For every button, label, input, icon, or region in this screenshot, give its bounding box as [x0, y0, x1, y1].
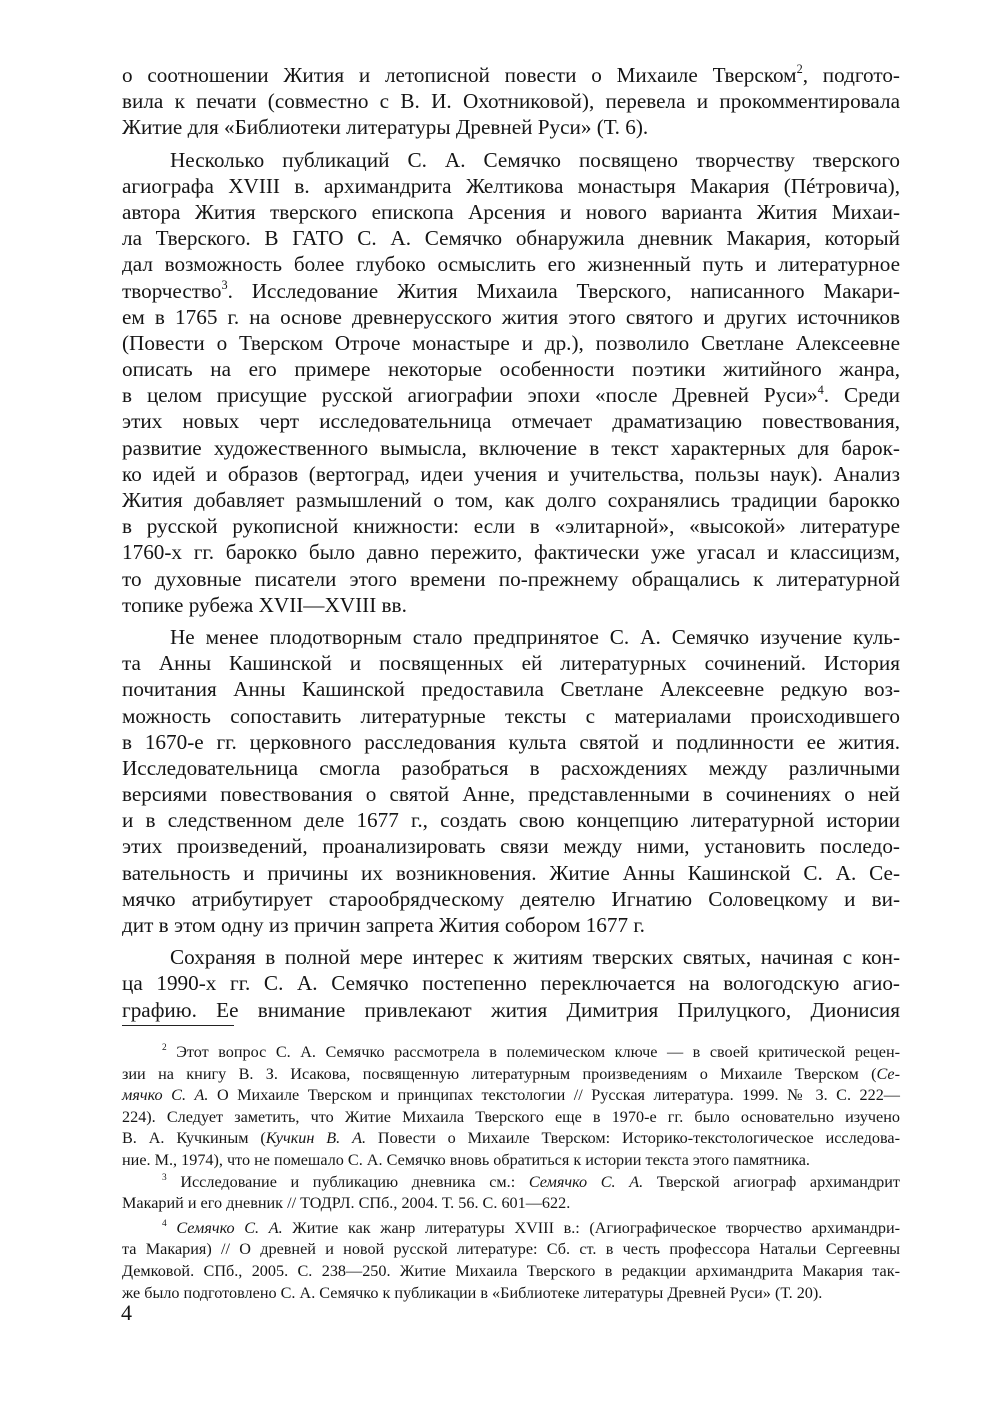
text-line: этих новых черт исследовательница отмечает драматизацию повествования, — [122, 409, 900, 434]
footnote-mark: 4 — [162, 1218, 167, 1229]
text-line: агиографа XVIII в. архимандрита Желтикова монастыря Макария (Пéтровича), — [122, 173, 900, 198]
text-line: ца 1990-х гг. С. А. Семячко постепенно переключается на вологодскую агио- — [122, 971, 900, 996]
text-line: в целом присущие русской агиографии эпохи «после Древней Руси»$^4$. Среди — [122, 382, 900, 408]
footnote-line: та Макария) // О древней и новой русской литературе: Сб. ст. в честь профессора Натальи Сергеевны — [122, 1240, 900, 1259]
footnote-mark: 3 — [162, 1172, 167, 1183]
footnote-line: $^3$ Исследование и публикацию дневника см.: Семячко С. А. Тверской агиограф архимандрит — [162, 1172, 900, 1191]
text-line: описать на его примере некоторые особенности поэтики житийного жанра, — [122, 357, 900, 382]
text-line: (Повести о Тверском Отроче монастыре и др.), позволило Светлане Алексеевне — [122, 330, 900, 355]
text-line: ла Тверского. В ГАТО С. А. Семячко обнаружила дневник Макария, который — [122, 226, 900, 251]
footnotes — [122, 1042, 900, 1304]
text-line: графию. Ее внимание привлекают жития Димитрия Прилуцкого, Дионисия — [122, 997, 900, 1022]
footnote-line: мячко С. А. О Михаиле Тверском и принципах текстологии // Русская литература. 1999. № 3. С. 222— — [122, 1086, 900, 1105]
text-line: можность сопоставить литературные тексты с материалами происходившего — [122, 703, 900, 728]
text-line: развитие художественного вымысла, включение в текст характерных для барок- — [122, 435, 900, 460]
text-line: версиями повествования о святой Анне, представленными в сочинениях о ней — [122, 782, 900, 807]
main-text — [122, 62, 900, 1023]
text-line: этих произведений, проанализировать связи между ними, установить последо- — [122, 834, 900, 859]
footnote-line: зии на книгу В. З. Исакова, посвященную литературным произведениям о Михаиле Тверском (Се- — [122, 1064, 900, 1083]
text-line: вательность и причины их возникновения. Житие Анны Кашинской С. А. Се- — [122, 860, 900, 885]
text-line: дит в этом одну из причин запрета Жития собором 1677 г. — [122, 913, 645, 937]
text-line: почитания Анны Кашинской предоставила Светлане Алексеевне редкую воз- — [122, 677, 900, 702]
text-line: и в следственном деле 1677 г., создать свою концепцию литературной истории — [122, 808, 900, 833]
footnote-line: ние. М., 1974), что не помешало С. А. Семячко вновь обратиться к истории текста этого памятника. — [122, 1150, 810, 1169]
footnote-line: $^4$ Семячко С. А. Житие как жанр литературы XVIII в.: (Агиографическое творчество архимандри- — [162, 1218, 900, 1237]
paragraph-1 — [122, 62, 900, 141]
text-line: в русской рукописной книжности: если в «элитарной», «высокой» литературе — [122, 514, 900, 539]
footnote-line: Демковой. СПб., 2005. С. 238—250. Житие Михаила Тверского в редакции архимандрита Макария так- — [122, 1261, 900, 1280]
text-line: творчество$^3$. Исследование Жития Михаила Тверского, написанного Макари- — [122, 277, 900, 303]
text-line: Сохраняя в полной мере интерес к житиям тверских святых, начиная с кон- — [170, 945, 900, 970]
footnote-line: В. А. Кучкиным (Кучкин В. А. Повести о Михаиле Тверском: Историко-текстологическое исследова- — [122, 1129, 900, 1148]
text-line: Жития добавляет размышлений о том, как долго сохранялись традиции барокко — [122, 488, 900, 512]
paragraph-3 — [122, 624, 900, 938]
footnote-line: 224). Следует заметить, что Житие Михаила Тверского еще в 1970-е гг. было основательно изучено — [122, 1107, 900, 1126]
footnote-separator — [122, 1025, 234, 1026]
footnote-ref-4[interactable]: 4 — [817, 382, 824, 397]
text-line: дал возможность более глубоко осмыслить его жизненный путь и литературное — [122, 252, 900, 277]
footnote-2 — [122, 1042, 900, 1172]
text-line: Несколько публикаций С. А. Семячко посвящено творчеству тверского — [170, 147, 900, 172]
text-line: ко идей и образов (вертоград, идеи учения и учительства, пользы наук). Анализ — [122, 461, 900, 486]
text-line: топике рубежа XVII—XVIII вв. — [122, 592, 407, 617]
text-line: то духовные писатели этого времени по-прежнему обращались к литературной — [122, 566, 900, 591]
text-line: мячко атрибутирует старообрядческому деятелю Игнатию Соловецкому и ви- — [122, 886, 900, 911]
text-line: в 1670-е гг. церковного расследования культа святой и подлинности ее жития. — [122, 729, 900, 754]
page-number: 4 — [121, 1300, 132, 1325]
text-line: ем в 1765 г. на основе древнерусского жития этого святого и других источников — [122, 304, 900, 329]
text-line: Не менее плодотворным стало предпринятое С. А. Семячко изучение куль- — [170, 624, 900, 649]
text-line: о соотношении Жития и летописной повести о Михаиле Тверском$^2$, подгото- — [122, 62, 900, 87]
footnote-ref-3[interactable]: 3 — [221, 277, 228, 292]
text-line: автора Жития тверского епископа Арсения и нового варианта Жития Михаи- — [122, 199, 900, 224]
text-line: Исследовательница смогла разобраться в расхождениях между различными — [122, 755, 900, 780]
footnote-3 — [122, 1172, 900, 1215]
footnote-mark: 2 — [162, 1043, 167, 1054]
footnote-ref-2[interactable]: 2 — [796, 62, 803, 77]
text-line: вила к печати (совместно с В. И. Охотниковой), перевела и прокомментировала — [122, 89, 900, 114]
footnote-line: же было подготовлено С. А. Семячко к публикации в «Библиотеке литературы Древней Руси» (Т. 20). — [122, 1283, 823, 1302]
footnote-line: Макарий и его дневник // ТОДРЛ. СПб., 2004. Т. 56. С. 601—622. — [122, 1194, 571, 1213]
text-line: та Анны Кашинской и посвященных ей литературных сочинений. История — [122, 651, 900, 676]
footnote-4 — [122, 1218, 900, 1304]
text-line: 1760-х гг. барокко было давно пережито, фактически уже угасал и классицизм, — [122, 540, 900, 565]
footnote-line: $^2$ Этот вопрос С. А. Семячко рассмотрела в полемическом ключе — в своей критической рецен- — [162, 1043, 900, 1061]
paragraph-4 — [122, 944, 900, 1023]
paragraph-2 — [122, 147, 900, 618]
text-line: Житие для «Библиотеки литературы Древней Руси» (Т. 6). — [122, 115, 649, 140]
